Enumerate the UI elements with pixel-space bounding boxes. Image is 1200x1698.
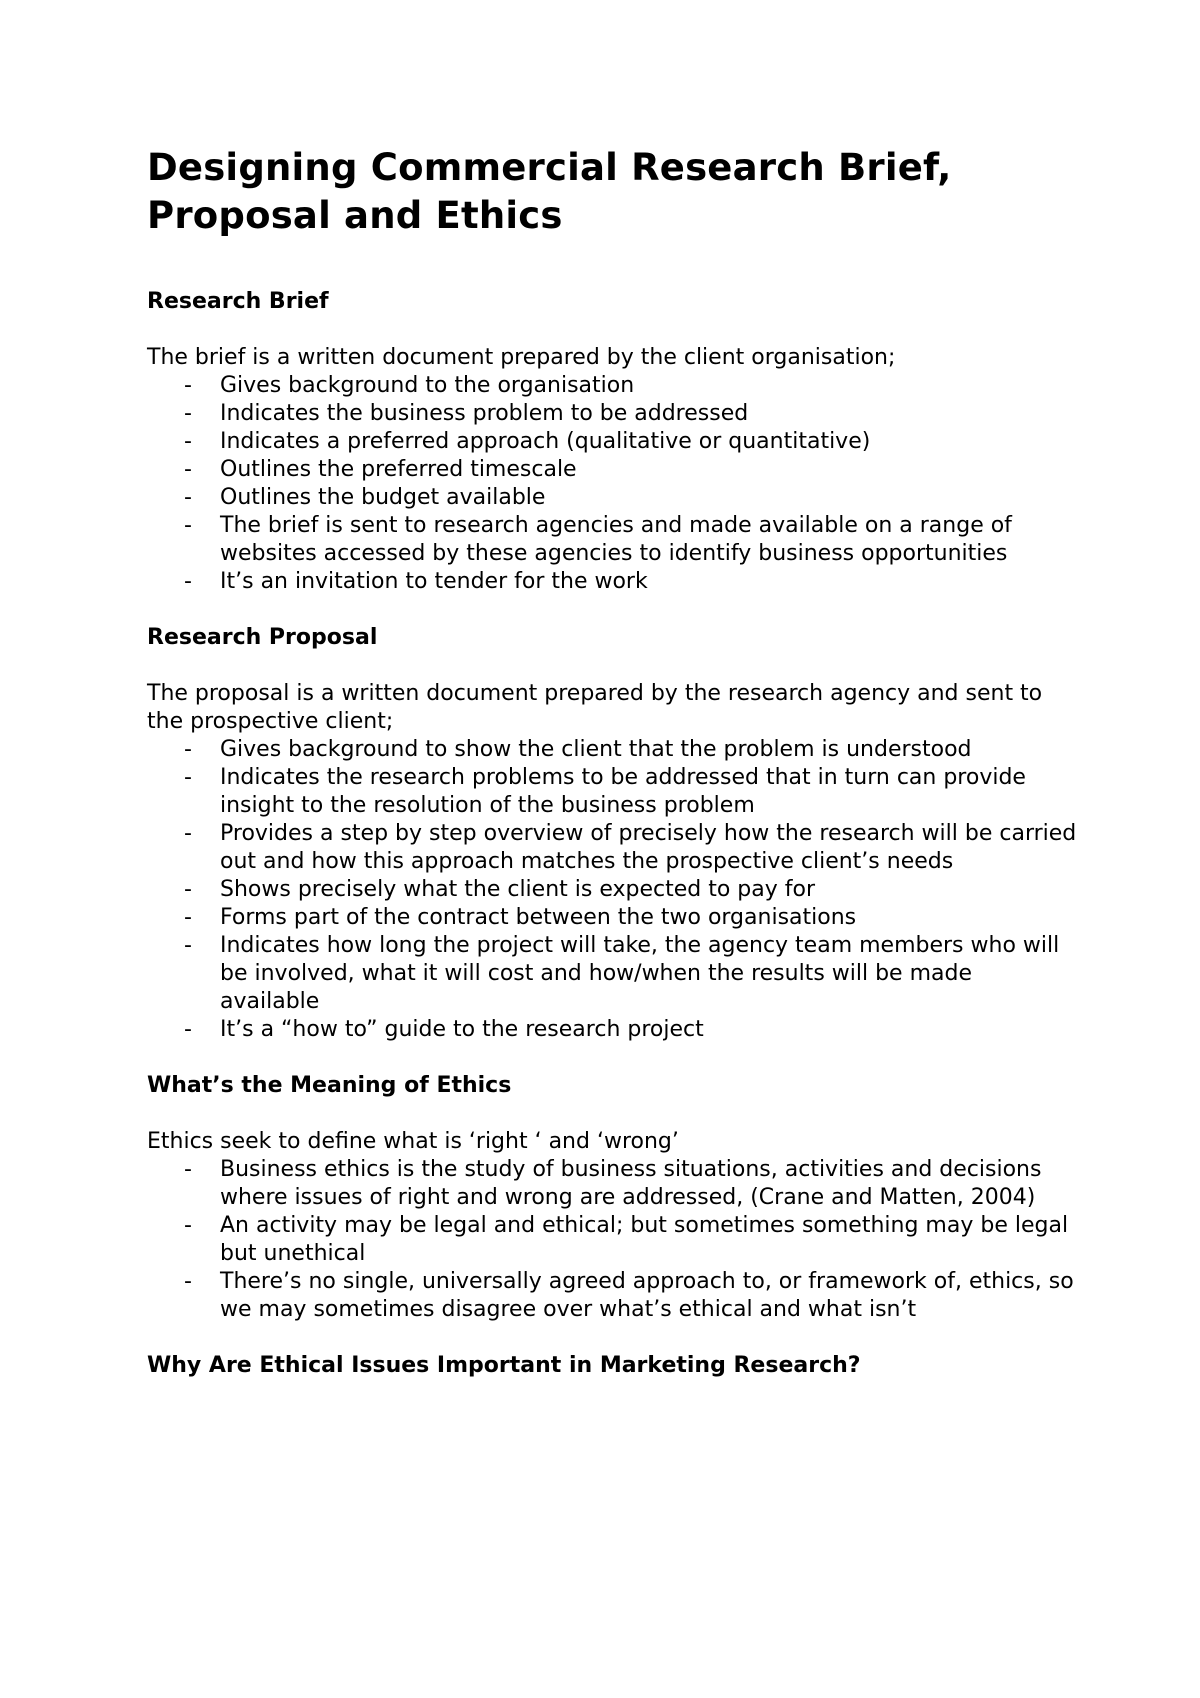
- bullet-dash: -: [184, 821, 192, 846]
- section-meaning-of-ethics: [147, 1072, 1077, 1324]
- list-item-text: Shows precisely what the client is expected to pay for: [220, 877, 815, 902]
- list-item: [147, 456, 1077, 484]
- list-item-text: Indicates how long the project will take, the agency team members who will be involved, what it will cost and how/when the results will be made available: [220, 933, 1060, 1014]
- list-item: [147, 1016, 1077, 1044]
- list-item: [147, 512, 1077, 568]
- list-item: [147, 904, 1077, 932]
- list-item-text: It’s an invitation to tender for the work: [220, 569, 648, 594]
- list-item-text: Indicates the research problems to be addressed that in turn can provide insight to the resolution of the business problem: [220, 765, 1026, 818]
- bullet-dash: -: [184, 569, 192, 594]
- list-item: [147, 736, 1077, 764]
- list-item-text: Outlines the preferred timescale: [220, 457, 577, 482]
- bullet-dash: -: [184, 877, 192, 902]
- bullet-dash: -: [184, 485, 192, 510]
- list-item-text: An activity may be legal and ethical; but sometimes something may be legal but unethical: [220, 1213, 1069, 1266]
- list-item-text: Outlines the budget available: [220, 485, 546, 510]
- section-intro: Ethics seek to define what is ‘right ‘ and ‘wrong’: [147, 1129, 679, 1154]
- list-item: [147, 372, 1077, 400]
- bullet-list: [147, 1156, 1077, 1324]
- list-item-text: Forms part of the contract between the two organisations: [220, 905, 857, 930]
- list-item-text: It’s a “how to” guide to the research project: [220, 1017, 704, 1042]
- bullet-dash: -: [184, 1269, 192, 1294]
- list-item-text: Provides a step by step overview of precisely how the research will be carried out and how this approach matches the prospective client’s needs: [220, 821, 1077, 874]
- bullet-dash: -: [184, 513, 192, 538]
- list-item: [147, 876, 1077, 904]
- section-why-ethical-issues: [147, 1352, 1077, 1380]
- bullet-list: [147, 372, 1077, 596]
- list-item-text: There’s no single, universally agreed approach to, or framework of, ethics, so we may sometimes disagree over what’s ethical and what isn’t: [220, 1269, 1074, 1322]
- bullet-dash: -: [184, 905, 192, 930]
- bullet-dash: -: [184, 429, 192, 454]
- section-heading: Research Proposal: [147, 625, 378, 650]
- section-research-proposal: [147, 624, 1077, 1044]
- list-item: [147, 820, 1077, 876]
- bullet-dash: -: [184, 933, 192, 958]
- list-item: [147, 764, 1077, 820]
- page-title: Designing Commercial Research Brief, Proposal and Ethics: [147, 146, 952, 237]
- list-item-text: The brief is sent to research agencies and made available on a range of websites accessed by these agencies to identify business opportunities: [220, 513, 1012, 566]
- list-item: [147, 400, 1077, 428]
- list-item: [147, 568, 1077, 596]
- section-heading: Research Brief: [147, 289, 329, 314]
- list-item-text: Gives background to show the client that the problem is understood: [220, 737, 972, 762]
- bullet-dash: -: [184, 373, 192, 398]
- list-item: [147, 1212, 1077, 1268]
- section-research-brief: [147, 288, 1077, 596]
- section-intro: The proposal is a written document prepared by the research agency and sent to the prospective client;: [147, 681, 1043, 734]
- bullet-dash: -: [184, 737, 192, 762]
- bullet-dash: -: [184, 457, 192, 482]
- section-heading: Why Are Ethical Issues Important in Marketing Research?: [147, 1353, 861, 1378]
- list-item: [147, 1268, 1077, 1324]
- list-item-text: Indicates a preferred approach (qualitative or quantitative): [220, 429, 871, 454]
- list-item: [147, 484, 1077, 512]
- list-item-text: Business ethics is the study of business situations, activities and decisions where issues of right and wrong are addressed, (Crane and Matten, 2004): [220, 1157, 1042, 1210]
- section-heading: What’s the Meaning of Ethics: [147, 1073, 512, 1098]
- bullet-dash: -: [184, 765, 192, 790]
- document-content: [147, 144, 1077, 1380]
- list-item: [147, 428, 1077, 456]
- bullet-dash: -: [184, 1213, 192, 1238]
- section-intro: The brief is a written document prepared by the client organisation;: [147, 345, 896, 370]
- list-item: [147, 1156, 1077, 1212]
- list-item: [147, 932, 1077, 1016]
- bullet-dash: -: [184, 1017, 192, 1042]
- list-item-text: Gives background to the organisation: [220, 373, 635, 398]
- bullet-list: [147, 736, 1077, 1044]
- bullet-dash: -: [184, 1157, 192, 1182]
- list-item-text: Indicates the business problem to be addressed: [220, 401, 749, 426]
- bullet-dash: -: [184, 401, 192, 426]
